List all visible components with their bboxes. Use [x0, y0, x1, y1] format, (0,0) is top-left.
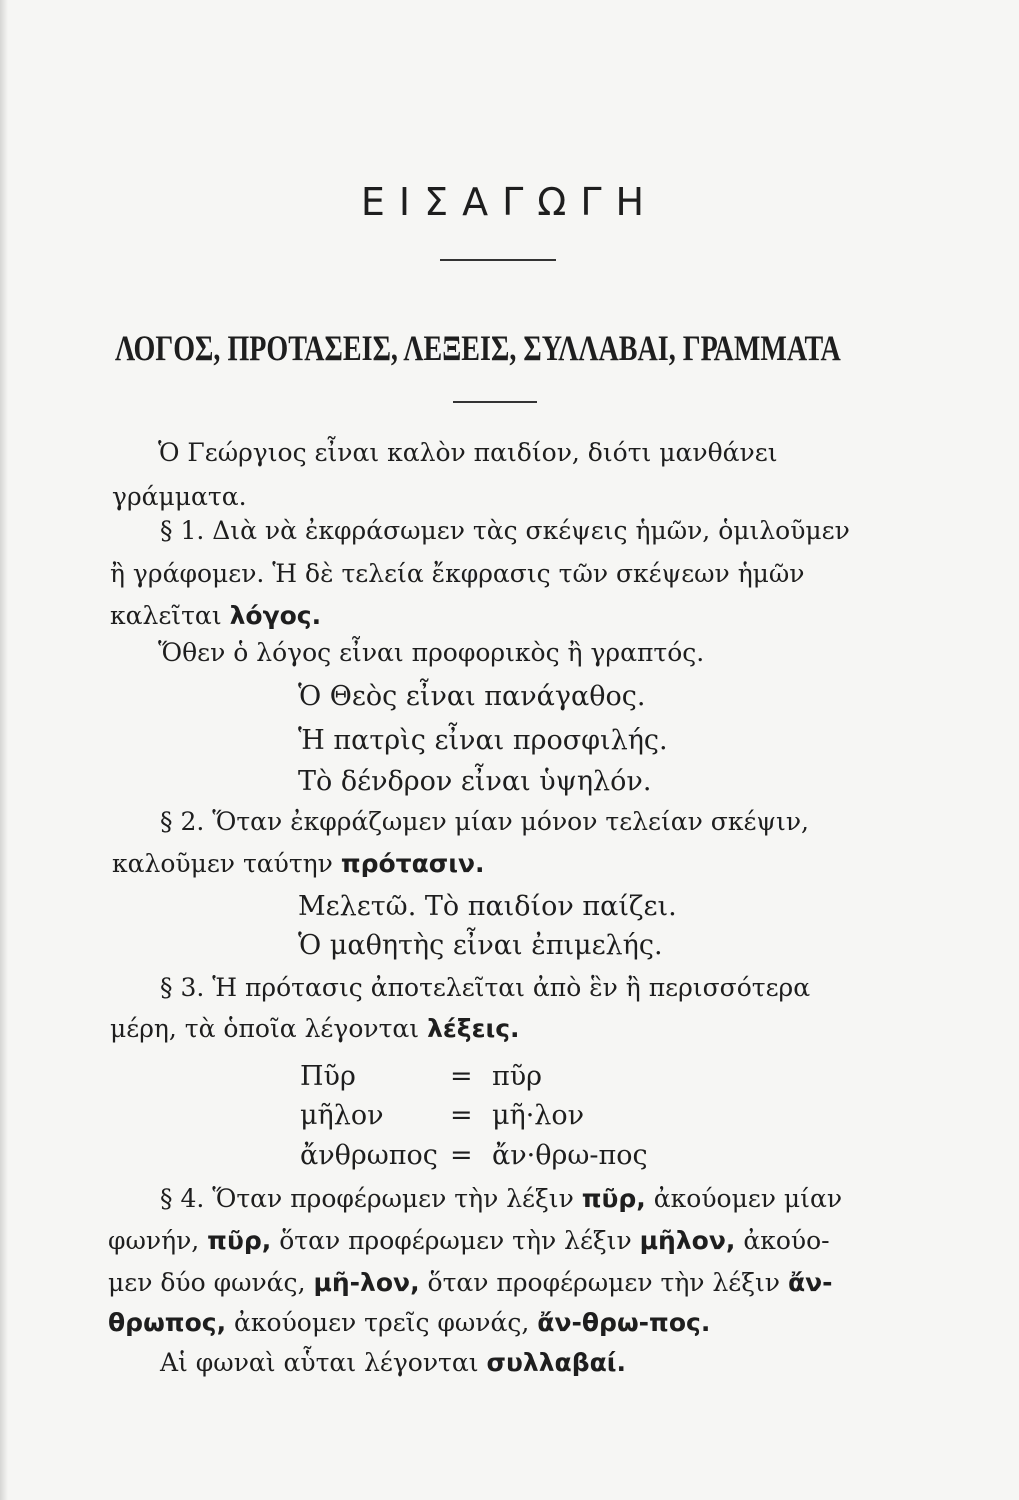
s2-text: καλοῦμεν ταύτην	[112, 849, 333, 878]
s2-example-2: Ὁ μαθητὴς εἶναι ἐπιμελής.	[298, 930, 663, 961]
s2-example-1: Μελετῶ. Τὸ παιδίον παίζει.	[298, 891, 677, 922]
s3-text: μέρη, τὰ ὁποῖα λέγονται	[110, 1014, 420, 1043]
intro-line-2: γράμματα.	[112, 482, 247, 511]
s1-example-1: Ὁ Θεὸς εἶναι πανάγαθος.	[298, 681, 646, 712]
section-title: ΛΟΓΟΣ, ΠΡΟΤΑΣΕΙΣ, ΛΕΞΕΙΣ, ΣΥΛΛΑΒΑΙ, ΓΡΑΜΜΑΤΑ	[115, 328, 841, 368]
s3-term-lexeis: λέξεις.	[427, 1014, 520, 1043]
s4-text: φωνήν,	[108, 1226, 200, 1255]
heading-rule	[440, 259, 556, 261]
s2-term-protasin: πρότασιν.	[340, 849, 485, 878]
syllable-row	[300, 1139, 648, 1173]
s1-example-3: Τὸ δένδρον εἶναι ὑψηλόν.	[298, 766, 652, 797]
s4-line-1	[160, 1183, 842, 1215]
s4-line-5	[160, 1347, 626, 1379]
s4-text: ὅταν προφέρωμεν τὴν λέξιν	[279, 1226, 632, 1255]
s3-line-1: § 3. Ἡ πρότασις ἀποτελεῖται ἀπὸ ἓν ἢ περισσότερα	[160, 973, 811, 1002]
s4-term: θρωπος,	[108, 1308, 227, 1337]
s4-term: πῦρ,	[207, 1226, 272, 1255]
intro-line-1: Ὁ Γεώργιος εἶναι καλὸν παιδίον, διότι μανθάνει	[158, 438, 778, 467]
s4-term: ἄν-θρω-πος.	[537, 1308, 711, 1337]
syllable-word: μῆλον	[300, 1100, 384, 1131]
s4-text: ὅταν προφέρωμεν τὴν λέξιν	[427, 1268, 781, 1297]
equals-sign: =	[450, 1100, 473, 1131]
s1-line-4: Ὅθεν ὁ λόγος εἶναι προφορικὸς ἢ γραπτός.	[158, 638, 705, 667]
s3-line-2	[110, 1013, 520, 1045]
s4-text: Αἱ φωναὶ αὗται λέγονται	[160, 1348, 479, 1377]
syllable-row	[300, 1099, 584, 1133]
s1-term-logos: λόγος.	[229, 601, 322, 630]
s4-line-2	[108, 1225, 830, 1257]
s4-term: μῆ-λον,	[313, 1268, 420, 1297]
syllable-split: πῦρ	[492, 1061, 543, 1092]
syllable-split: ἄν·θρω-πος	[492, 1140, 648, 1171]
syllable-word: Πῦρ	[300, 1061, 356, 1092]
s1-line-1: § 1. Διὰ νὰ ἐκφράσωμεν τὰς σκέψεις ἡμῶν, ὁμιλοῦμεν	[160, 516, 850, 545]
s2-line-1: § 2. Ὅταν ἐκφράζωμεν μίαν μόνον τελείαν σκέψιν,	[160, 807, 809, 836]
chapter-heading: ΕΙΣΑΓΩΓΗ	[360, 180, 659, 224]
s1-text: καλεῖται	[110, 601, 222, 630]
s4-text: ἀκούο-	[743, 1226, 830, 1255]
s4-line-4	[108, 1307, 710, 1339]
s4-term: μῆλον,	[639, 1226, 736, 1255]
s1-example-2: Ἡ πατρὶς εἶναι προσφιλής.	[298, 725, 668, 756]
s4-text: § 4. Ὅταν προφέρωμεν τὴν λέξιν	[160, 1184, 574, 1213]
syllable-word: ἄνθρωπος	[300, 1140, 438, 1171]
s1-line-2: ἢ γράφομεν. Ἡ δὲ τελεία ἔκφρασις τῶν σκέψεων ἡμῶν	[110, 559, 805, 588]
equals-sign: =	[450, 1140, 473, 1171]
page-gutter-shadow	[0, 0, 8, 1500]
s4-text: ἀκούομεν μίαν	[653, 1184, 843, 1213]
s4-text: ἀκούομεν τρεῖς φωνάς,	[234, 1308, 530, 1337]
syllable-row	[300, 1060, 542, 1094]
s4-term: ἄν-	[787, 1268, 833, 1297]
s4-text: μεν δύο φωνάς,	[108, 1268, 306, 1297]
s4-term-syllabai: συλλαβαί.	[486, 1348, 627, 1377]
title-rule	[453, 401, 537, 403]
s1-line-3	[110, 600, 321, 632]
s2-line-2	[112, 848, 485, 880]
s4-line-3	[108, 1267, 833, 1299]
syllable-split: μῆ·λον	[492, 1100, 585, 1131]
equals-sign: =	[450, 1061, 473, 1092]
s4-term: πῦρ,	[581, 1184, 646, 1213]
